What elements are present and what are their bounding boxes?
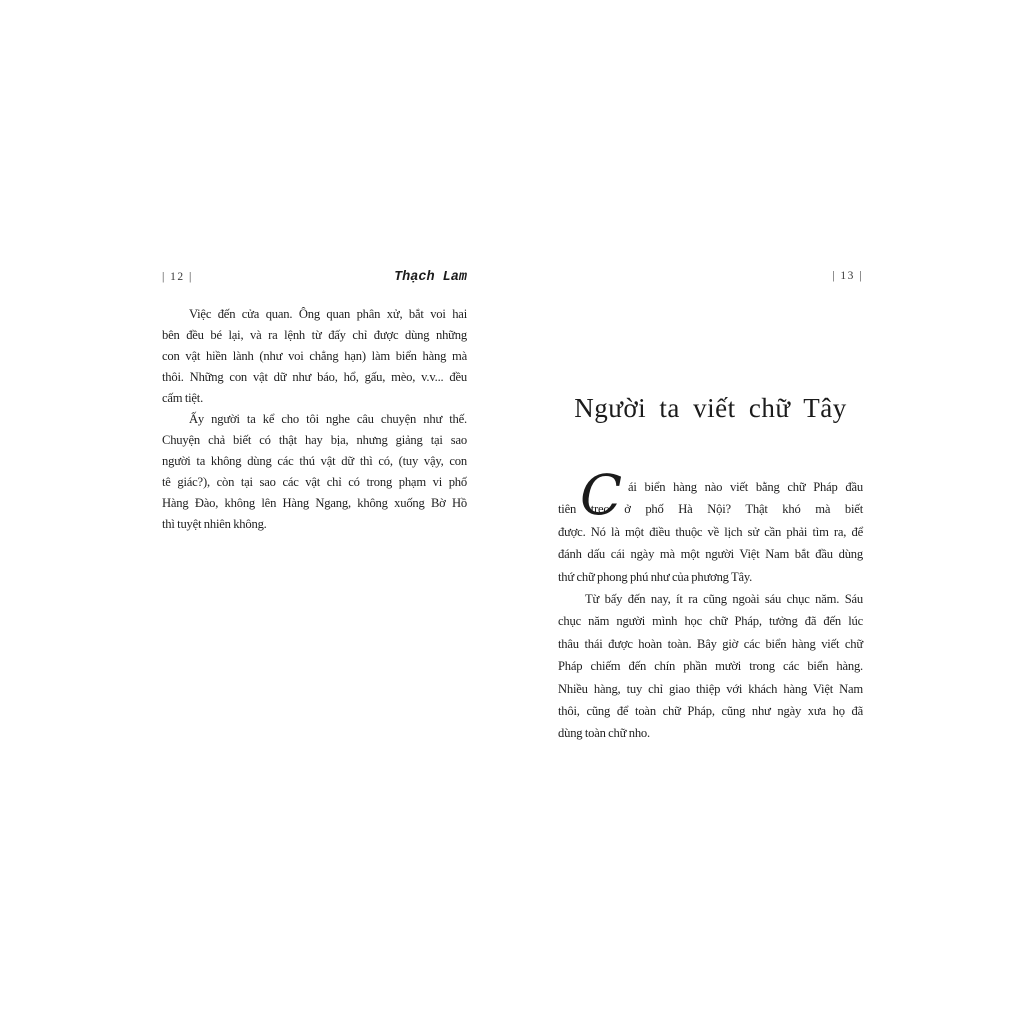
paragraph <box>162 304 467 409</box>
text-line: Từ bấy đến nay, ít ra cũng ngoài sáu chục năm. Sáu <box>585 592 863 607</box>
text-line: con vật hiền lành (như voi chẳng hạn) làm biển hàng mà <box>162 349 467 363</box>
text-line: Nhiều hàng, tuy chỉ giao thiệp với khách hàng Việt Nam <box>558 681 863 696</box>
text-line: dùng toàn chữ nho. <box>558 726 650 741</box>
text-line: tiên treo ở phố Hà Nội? Thật khó mà biết <box>558 502 863 517</box>
text-line: Chuyện chả biết có thật hay bịa, nhưng giảng tại sao <box>162 433 467 447</box>
page-number-right: | 13 | <box>832 270 863 282</box>
text-line: thì tuyệt nhiên không. <box>162 517 267 531</box>
running-head-author: Thạch Lam <box>394 270 467 285</box>
paragraph-with-dropcap <box>558 463 863 588</box>
text-line: bên đều bé lại, và ra lệnh từ đấy chỉ được dùng những <box>162 328 467 342</box>
paragraph <box>162 409 467 535</box>
page-right <box>558 270 863 745</box>
text-line: Việc đến cửa quan. Ông quan phân xử, bắt voi hai <box>189 307 467 321</box>
text-line: Pháp chiếm đến chín phần mười trong các biển hàng. <box>558 659 863 674</box>
page-left-header <box>162 270 467 288</box>
text-line: thôi, cũng để toàn chữ Pháp, cũng như ngày xưa họ đã <box>558 704 863 719</box>
page-left <box>162 270 467 535</box>
text-line: đánh dấu cái ngày mà một người Việt Nam bắt đầu dùng <box>558 547 863 562</box>
text-line: thứ chữ phong phú như của phương Tây. <box>558 569 753 584</box>
text-line: chục năm người mình học chữ Pháp, tưởng đã đến lúc <box>558 614 863 629</box>
page-right-text <box>558 463 863 745</box>
page-right-header <box>558 270 863 288</box>
text-line: Ấy người ta kể cho tôi nghe câu chuyện như thế. <box>189 412 467 426</box>
text-line: cấm tiệt. <box>162 391 204 405</box>
chapter-title: Người ta viết chữ Tây <box>574 393 847 423</box>
text-line: thâu thái được hoàn toàn. Bây giờ các biển hàng viết chữ <box>558 636 863 651</box>
text-line: ái biển hàng nào viết bằng chữ Pháp đầu <box>628 480 863 494</box>
drop-cap-letter: C <box>580 463 623 527</box>
page-left-text <box>162 304 467 535</box>
paragraph <box>558 588 863 745</box>
text-line: thôi. Những con vật dữ như báo, hổ, gấu, mèo, v.v... đều <box>162 370 467 384</box>
page-number-left: | 12 | <box>162 271 193 283</box>
text-line: người ta không dùng các thú vật dữ thì có, (tuy vậy, con <box>162 454 467 468</box>
text-line: Hàng Đào, không lên Hàng Ngang, không xuống Bờ Hồ <box>162 496 467 510</box>
text-line: tê giác?), còn tại sao các vật chỉ có trong phạm vi phố <box>162 475 467 489</box>
text-line: được. Nó là một điều thuộc về lịch sử cần phải tìm ra, để <box>558 524 863 539</box>
